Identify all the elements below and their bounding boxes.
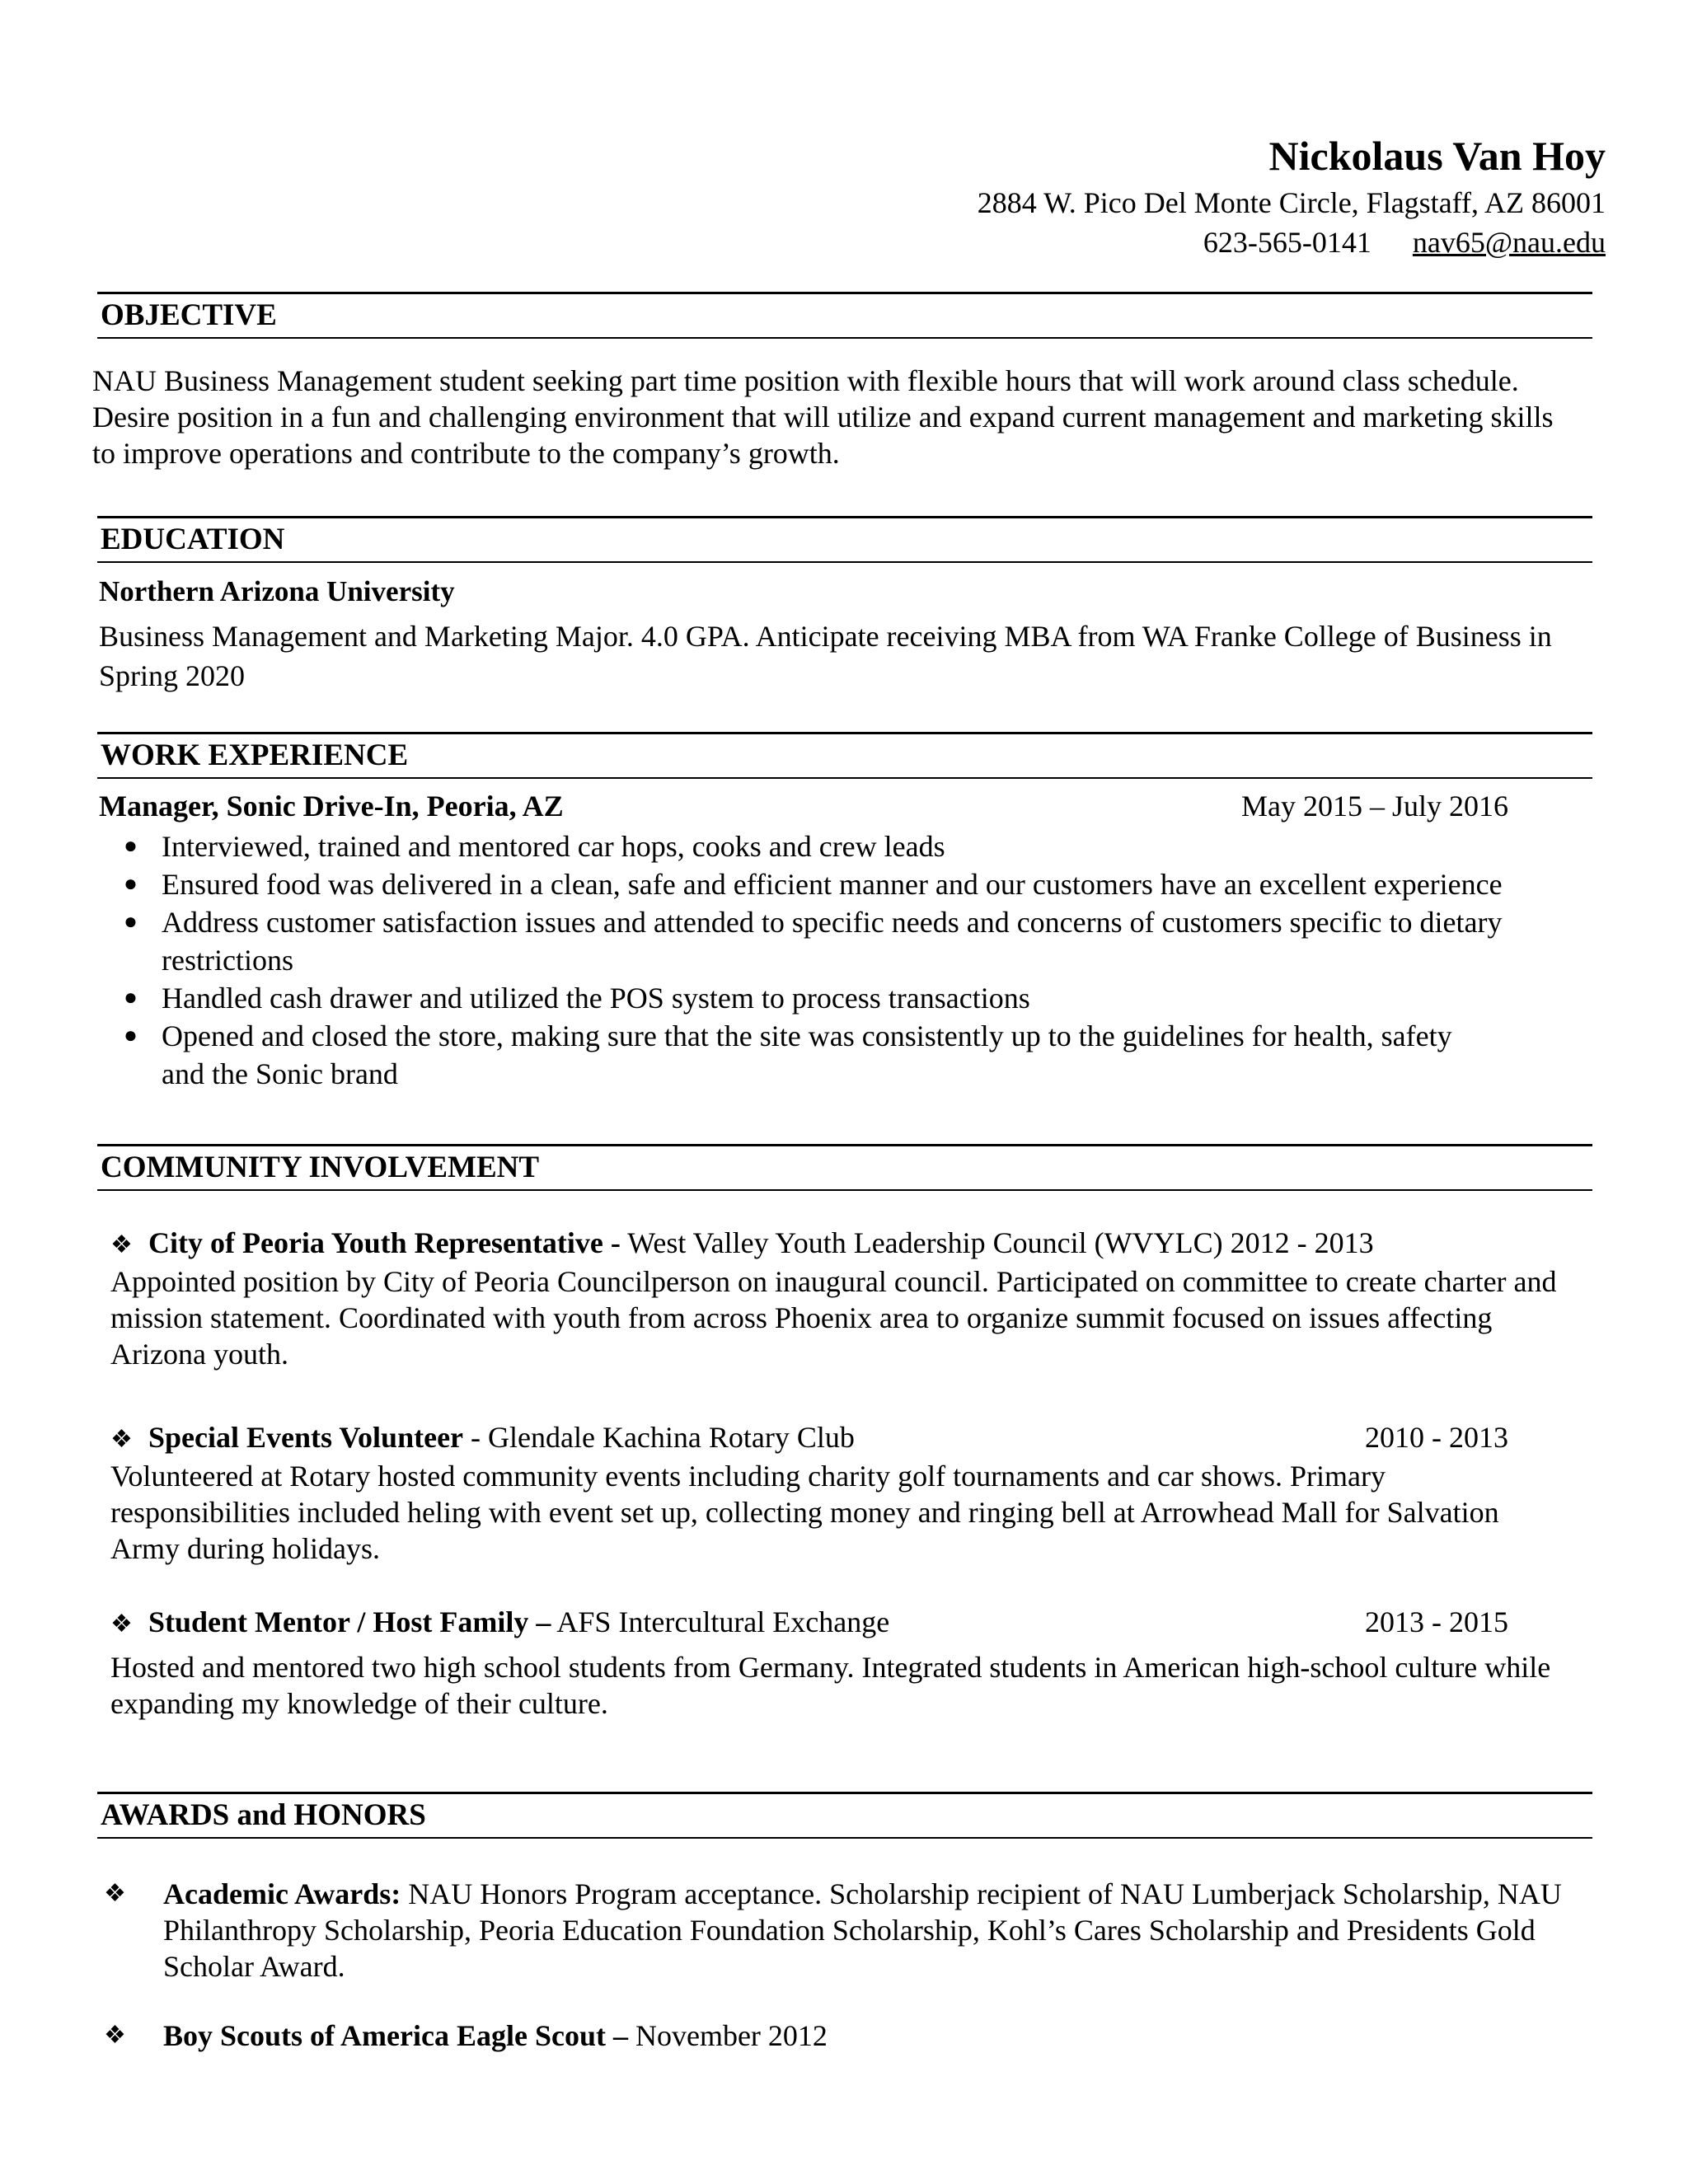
contact-line — [978, 223, 1606, 262]
community-org: AFS Intercultural Exchange — [551, 1605, 890, 1638]
work-block — [99, 788, 1508, 1093]
community-role: Student Mentor / Host Family – — [148, 1605, 551, 1638]
community-item — [110, 1604, 1611, 1722]
community-line: responsibilities included heling with event set up, collecting money and ringing bell at Arrowhead Mall for Salvation — [110, 1496, 1499, 1529]
list-item: ● Ensured food was delivered in a clean, safe and efficient manner and our customers have an excellent experience — [124, 868, 1503, 901]
objective-line: NAU Business Management student seeking part time position with flexible hours that will work around class schedule. — [92, 364, 1519, 397]
community-role: Special Events Volunteer — [148, 1421, 464, 1454]
community-line: mission statement. Coordinated with youth from across Phoenix area to organize summit focused on issues affecting — [110, 1301, 1493, 1334]
community-item-header — [110, 1419, 1508, 1458]
community-dates: 2013 - 2015 — [1365, 1605, 1508, 1638]
education-line: Spring 2020 — [99, 659, 246, 692]
candidate-name: Nickolaus Van Hoy — [1268, 133, 1606, 179]
community-role: City of Peoria Youth Representative - — [148, 1226, 621, 1259]
list-item: ● Address customer satisfaction issues and attended to specific needs and concerns of customers specific to dietary restrictions — [124, 906, 1503, 977]
community-heading: COMMUNITY INVOLVEMENT — [97, 1144, 1592, 1191]
address: 2884 W. Pico Del Monte Circle, Flagstaff, AZ 86001 — [977, 186, 1606, 219]
award-label: Boy Scouts of America Eagle Scout – — [163, 2019, 628, 2052]
education-block — [99, 574, 1607, 696]
community-line: Appointed position by City of Peoria Councilperson on inaugural council. Participated on committee to create charter and — [110, 1265, 1557, 1298]
community-item — [110, 1419, 1611, 1567]
objective-heading: OBJECTIVE — [97, 292, 1592, 339]
job-header — [99, 788, 1508, 824]
community-line: expanding my knowledge of their culture. — [110, 1687, 608, 1720]
community-item-header — [110, 1225, 1611, 1263]
community-item — [110, 1225, 1611, 1372]
job-bullets — [99, 827, 1550, 1093]
email-link[interactable]: nav65@nau.edu — [1412, 226, 1606, 259]
job-title: Manager, Sonic Drive-In, Peoria, AZ — [99, 790, 564, 823]
community-line: Army during holidays. — [110, 1532, 380, 1565]
award-item — [104, 2018, 1604, 2054]
community-dates: 2010 - 2013 — [1365, 1421, 1508, 1454]
objective-line: Desire position in a fun and challenging environment that will utilize and expand current management and marketing skills — [92, 401, 1554, 434]
job-dates: May 2015 – July 2016 — [1241, 790, 1508, 823]
community-org: - Glendale Kachina Rotary Club — [463, 1421, 855, 1454]
resume-header — [978, 132, 1606, 262]
community-line: Hosted and mentored two high school students from Germany. Integrated students in American high-school culture while — [110, 1651, 1551, 1684]
award-item — [104, 1876, 1604, 1985]
community-line: Arizona youth. — [110, 1338, 288, 1371]
diamond-bullet-icon: ❖ — [110, 1231, 133, 1258]
objective-line: to improve operations and contribute to the company’s growth. — [92, 437, 840, 470]
list-item: ● Opened and closed the store, making sure that the site was consistently up to the guidelines for health, safety and the Sonic brand — [124, 1019, 1452, 1090]
award-label: Academic Awards: — [163, 1877, 401, 1910]
award-line: Scholar Award. — [163, 1950, 345, 1983]
objective-text — [92, 363, 1601, 471]
community-line: Volunteered at Rotary hosted community events including charity golf tournaments and car shows. Primary — [110, 1460, 1386, 1493]
education-line: Business Management and Marketing Major. 4.0 GPA. Anticipate receiving MBA from WA Franke College of Business in — [99, 620, 1552, 653]
list-item: ● Interviewed, trained and mentored car hops, cooks and crew leads — [124, 830, 945, 863]
award-line: Philanthropy Scholarship, Peoria Education Foundation Scholarship, Kohl’s Cares Scholarship and Presidents Gold — [163, 1914, 1536, 1947]
community-item-header — [110, 1604, 1508, 1643]
diamond-bullet-icon: ❖ — [110, 1426, 133, 1453]
diamond-bullet-icon: ❖ — [104, 2022, 126, 2049]
school-name: Northern Arizona University — [99, 575, 455, 607]
award-line: November 2012 — [627, 2019, 828, 2052]
list-item: ● Handled cash drawer and utilized the POS system to process transactions — [124, 982, 1030, 1015]
work-heading: WORK EXPERIENCE — [97, 732, 1592, 779]
diamond-bullet-icon: ❖ — [110, 1610, 133, 1638]
diamond-bullet-icon: ❖ — [104, 1880, 126, 1907]
community-org: West Valley Youth Leadership Council (WVYLC) 2012 - 2013 — [620, 1226, 1374, 1259]
award-line: NAU Honors Program acceptance. Scholarship recipient of NAU Lumberjack Scholarship, NAU — [401, 1877, 1562, 1910]
phone: 623-565-0141 — [1203, 226, 1372, 259]
education-heading: EDUCATION — [97, 516, 1592, 563]
awards-heading: AWARDS and HONORS — [97, 1792, 1592, 1839]
